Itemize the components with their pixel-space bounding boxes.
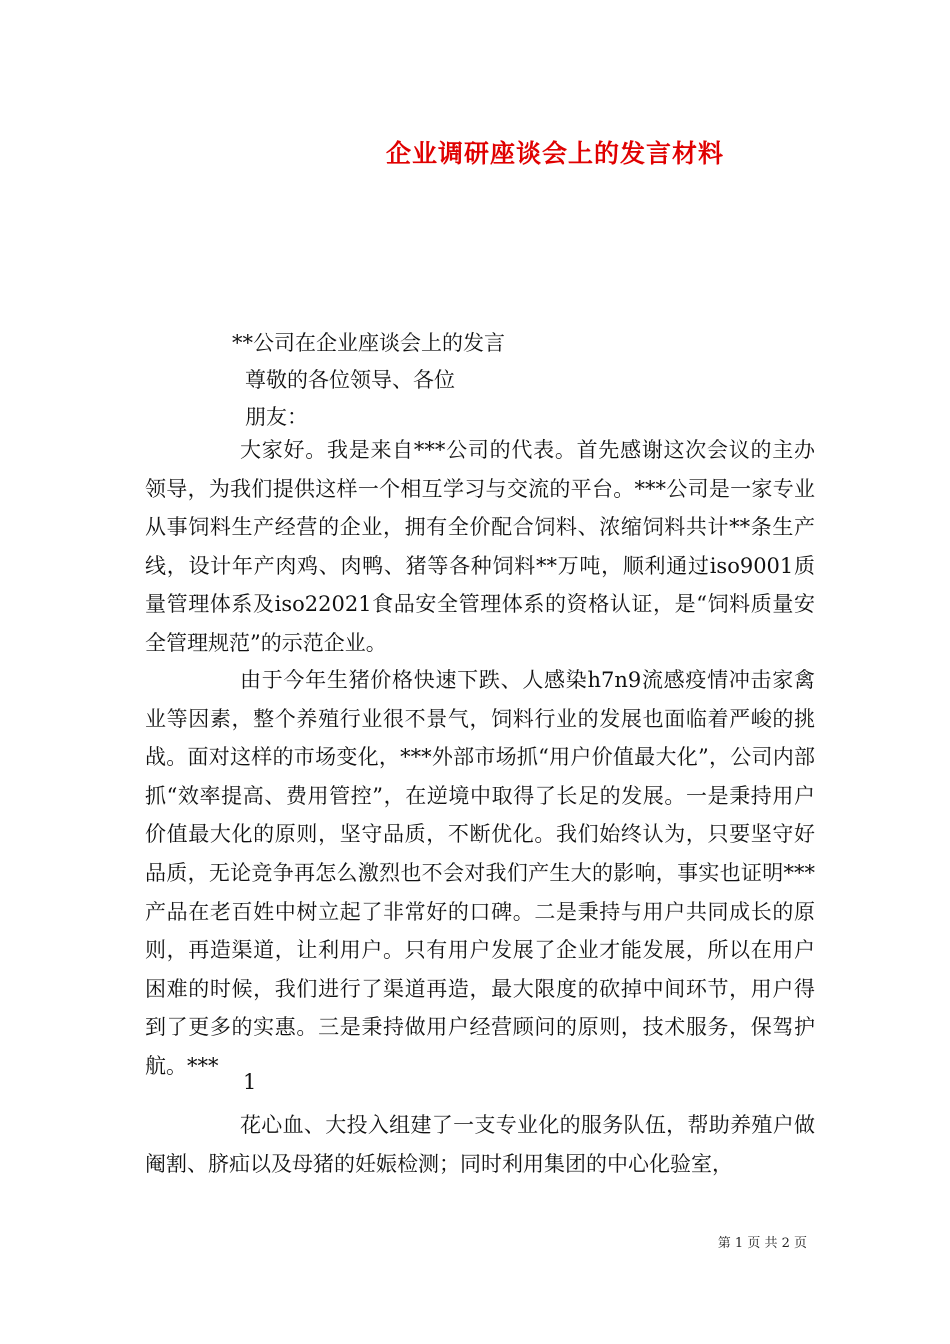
paragraph-2: 由于今年生猪价格快速下跌、人感染h7n9流感疫情冲击家禽业等因素，整个养殖行业很不景气，饲料行业的发展也面临着严峻的挑战。面对这样的市场变化，***外部市场抓“用户价值最大化”，公司内部抓“效率提高、费用管控”，在逆境中取得了长足的发展。一是秉持用户价值最大化的原则，坚守品质，不断优化。我们始终认为，只要坚守好品质，无论竞争再怎么激烈也不会对我们产生大的影响，事实也证明***产品在老百姓中树立起了非常好的口碑。二是秉持与用户共同成长的原则，再造渠道，让利用户。只有用户发展了企业才能发展，所以在用户困难的时候，我们进行了渠道再造，最大限度的砍掉中间环节，用户得到了更多的实惠。三是秉持做用户经营顾问的原则，技术服务，保驾护航。*** [145, 668, 815, 1078]
paragraph-1: 大家好。我是来自***公司的代表。首先感谢这次会议的主办领导，为我们提供这样一个相互学习与交流的平台。***公司是一家专业从事饲料生产经营的企业，拥有全价配合饲料、浓缩饲料共计**条生产线，设计年产肉鸡、肉鸭、猪等各种饲料**万吨，顺利通过iso9001质量管理体系及iso22021食品安全管理体系的资格认证，是“饲料质量安全管理规范”的示范企业。 [145, 438, 815, 655]
document-title: 企业调研座谈会上的发言材料 [385, 139, 724, 168]
speech-heading: **公司在企业座谈会上的发言 [232, 331, 505, 355]
paragraph-3: 花心血、大投入组建了一支专业化的服务队伍，帮助养殖户做阉割、脐疝以及母猪的妊娠检测；同时利用集团的中心化验室， [145, 1113, 815, 1176]
inline-page-number: 1 [243, 1070, 257, 1094]
salutation-line-2: 朋友： [245, 405, 308, 429]
page-footer: 第 1 页 共 2 页 [717, 1236, 807, 1251]
salutation-line-1: 尊敬的各位领导、各位 [245, 368, 455, 392]
